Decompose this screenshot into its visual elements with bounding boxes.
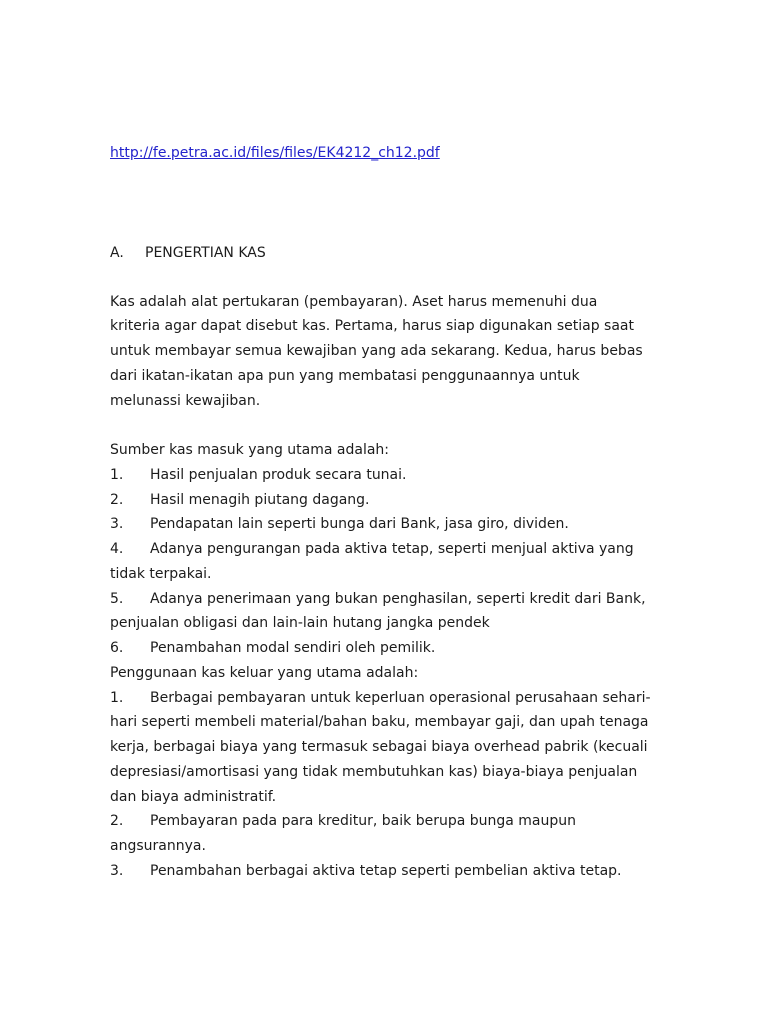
paragraph-line: kriteria agar dapat disebut kas. Pertama, harus siap digunakan setiap saat (110, 318, 634, 335)
list-item (110, 686, 710, 810)
list-number: 1. (110, 689, 124, 706)
list-text: Berbagai pembayaran untuk keperluan operasional perusahaan sehari- (150, 689, 651, 706)
list-number: 5. (110, 590, 124, 607)
list-number: 3. (110, 516, 124, 533)
list-intro: Sumber kas masuk yang utama adalah: (110, 442, 390, 459)
paragraph-line: Kas adalah alat pertukaran (pembayaran). Aset harus memenuhi dua (110, 293, 598, 310)
list-text-continuation: penjualan obligasi dan lain-lain hutang jangka pendek (110, 615, 490, 632)
list-number: 6. (110, 640, 124, 657)
list-text-continuation: dan biaya administratif. (110, 788, 277, 805)
list-number: 4. (110, 541, 124, 558)
definition-paragraph (110, 290, 710, 414)
list-item (110, 537, 710, 587)
list-item (110, 463, 710, 488)
list-text-continuation: kerja, berbagai biaya yang termasuk sebagai biaya overhead pabrik (kecuali (110, 739, 648, 756)
section-heading (110, 241, 266, 266)
list-number: 2. (110, 813, 124, 830)
list-item (110, 488, 710, 513)
blank-line (110, 413, 710, 438)
paragraph-line: dari ikatan-ikatan apa pun yang membatasi penggunaannya untuk (110, 367, 580, 384)
list-text: Pembayaran pada para kreditur, baik berupa bunga maupun (150, 813, 577, 830)
list-text: Adanya penerimaan yang bukan penghasilan, seperti kredit dari Bank, (150, 590, 646, 607)
document-body (110, 290, 710, 884)
list-item (110, 859, 710, 884)
source-link[interactable]: http://fe.petra.ac.id/files/files/EK4212_ch12.pdf (110, 144, 440, 161)
list-text: Hasil penjualan produk secara tunai. (150, 466, 407, 483)
paragraph-line: untuk membayar semua kewajiban yang ada sekarang. Kedua, harus bebas (110, 343, 643, 360)
list-text-continuation: angsurannya. (110, 838, 206, 855)
section-title: PENGERTIAN KAS (145, 244, 266, 261)
list-item (110, 512, 710, 537)
list-item (110, 809, 710, 859)
list-text: Adanya pengurangan pada aktiva tetap, seperti menjual aktiva yang (150, 541, 634, 558)
list-intro: Penggunaan kas keluar yang utama adalah: (110, 664, 419, 681)
list-text: Hasil menagih piutang dagang. (150, 491, 370, 508)
list-number: 2. (110, 491, 124, 508)
cash-outflows-list (110, 661, 710, 884)
list-text: Penambahan berbagai aktiva tetap seperti pembelian aktiva tetap. (150, 862, 622, 879)
list-text-continuation: hari seperti membeli material/bahan baku, membayar gaji, dan upah tenaga (110, 714, 649, 731)
list-text: Penambahan modal sendiri oleh pemilik. (150, 640, 436, 657)
list-text-continuation: depresiasi/amortisasi yang tidak membutuhkan kas) biaya-biaya penjualan (110, 763, 638, 780)
list-text-continuation: tidak terpakai. (110, 565, 212, 582)
list-item (110, 587, 710, 637)
list-number: 1. (110, 466, 124, 483)
paragraph-line: melunassi kewajiban. (110, 392, 261, 409)
cash-inflows-list (110, 438, 710, 661)
list-text: Pendapatan lain seperti bunga dari Bank, jasa giro, dividen. (150, 516, 569, 533)
list-item (110, 636, 710, 661)
list-number: 3. (110, 862, 124, 879)
section-number: A. (110, 244, 124, 261)
